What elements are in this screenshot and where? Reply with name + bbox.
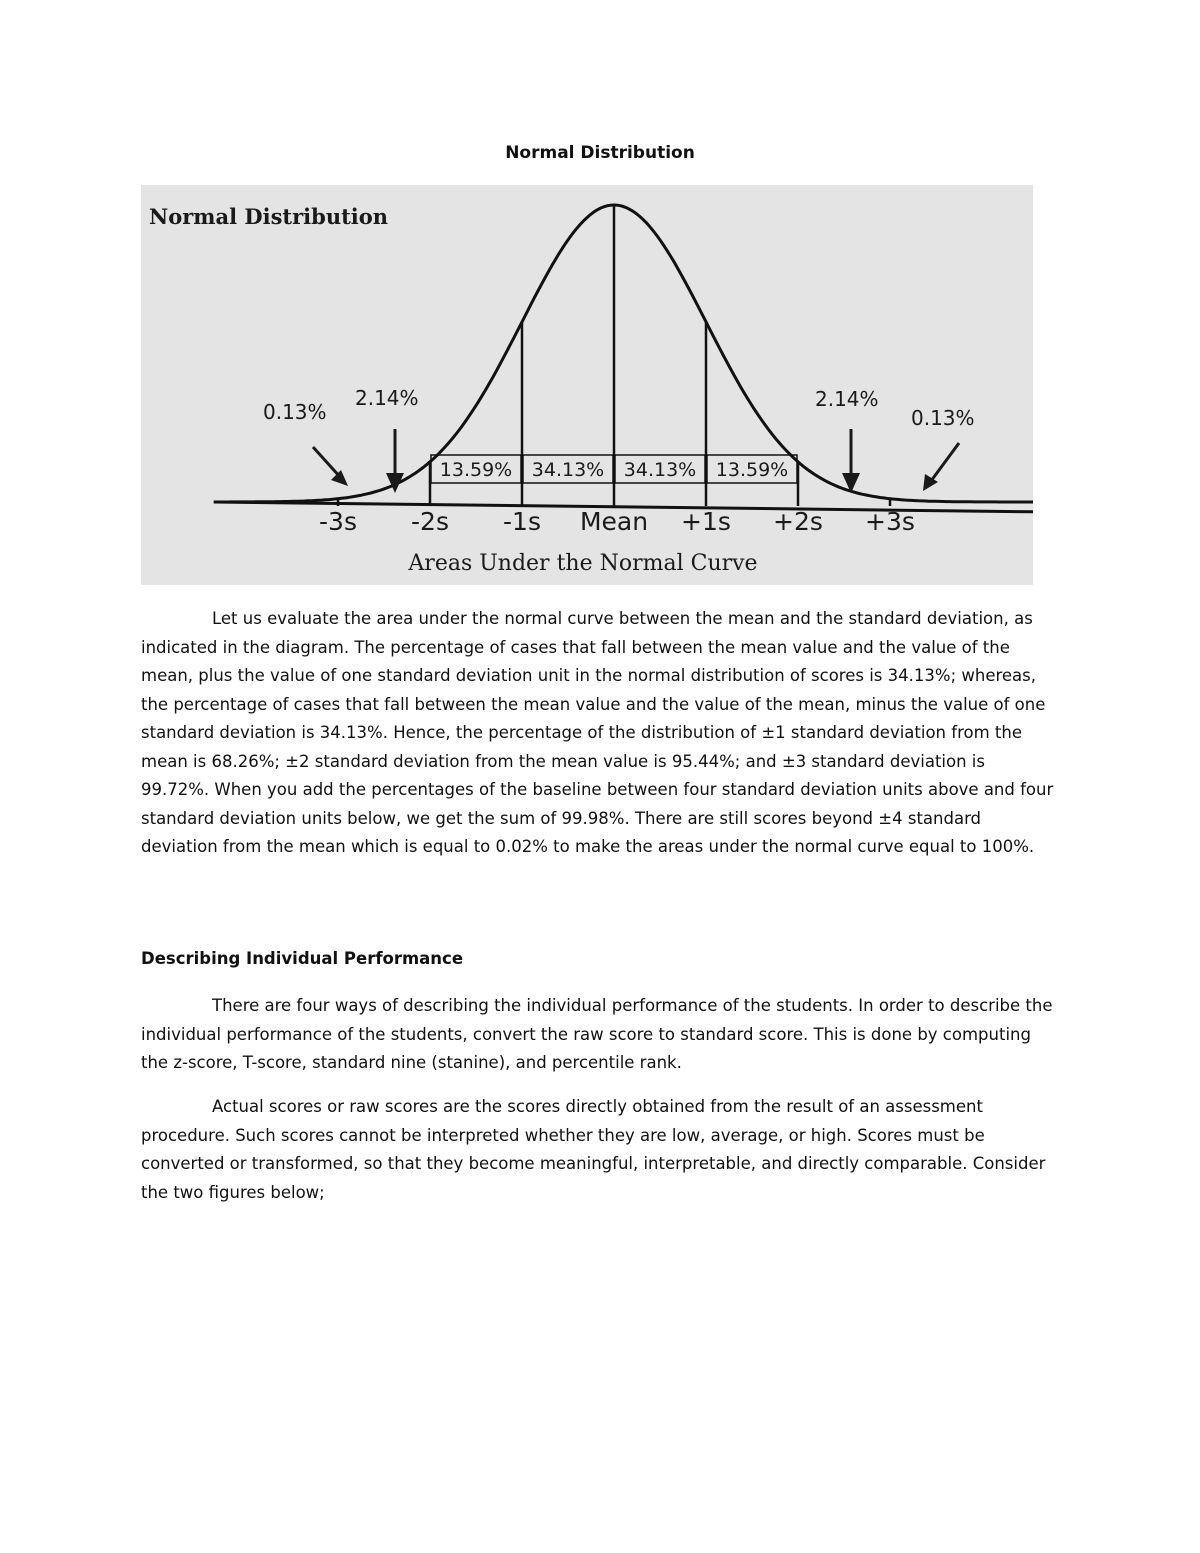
paragraph-raw-scores: Actual scores or raw scores are the scores directly obtained from the result of an assessment procedure. Such scores cannot be interpreted whether they are low, average, or high. Scores must be converted or transformed, so that they become meaningful, interpretable, and directly comparable. Consider the two figures below; xyxy=(141,1097,1046,1202)
band-label-3: 13.59% xyxy=(715,459,789,481)
normal-curve-figure xyxy=(141,185,1033,585)
label-right-inner: 2.14% xyxy=(815,387,879,411)
axis-label-3: Mean xyxy=(579,507,649,536)
label-left-inner: 2.14% xyxy=(355,386,419,410)
axis-label-0: -3s xyxy=(319,507,357,536)
figure-caption: Areas Under the Normal Curve xyxy=(408,551,758,576)
band-label-0: 13.59% xyxy=(439,459,513,481)
label-right-outer: 0.13% xyxy=(911,406,975,430)
label-left-outer: 0.13% xyxy=(263,400,327,424)
axis-label-1: -2s xyxy=(411,507,449,536)
axis-label-2: -1s xyxy=(503,507,541,536)
page-heading: Normal Distribution xyxy=(505,143,695,163)
normal-curve-chart xyxy=(141,185,1033,585)
band-label-1: 34.13% xyxy=(531,459,605,481)
figure-title: Normal Distribution xyxy=(149,204,389,229)
paragraph-individual-performance: There are four ways of describing the individual performance of the students. In order to describe the individual performance of the students, convert the raw score to standard score. This is done by computing the z-score, T-score, standard nine (stanine), and percentile rank. xyxy=(141,996,1053,1072)
arrow-left-outer-head xyxy=(331,470,348,486)
band-label-2: 34.13% xyxy=(623,459,697,481)
paragraph-areas-under-curve: Let us evaluate the area under the normal curve between the mean and the standard deviation, as indicated in the diagram. The percentage of cases that fall between the mean value and the value of the mean, plus the value of one standard deviation unit in the normal distribution of scores is 34.13%; whereas, the percentage of cases that fall between the mean value and the value of the mean, minus the value of one standard deviation is 34.13%. Hence, the percentage of the distribution of ±1 standard deviation from the mean is 68.26%; ±2 standard deviation from the mean value is 95.44%; and ±3 standard deviation is 99.72%. When you add the percentages of the baseline between four standard deviation units above and four standard deviation units below, we get the sum of 99.98%. There are still scores beyond ±4 standard deviation from the mean which is equal to 0.02% to make the areas under the normal curve equal to 100%. xyxy=(141,609,1054,856)
section-heading: Describing Individual Performance xyxy=(141,949,464,968)
arrow-right-outer xyxy=(931,443,959,481)
axis-label-6: +3s xyxy=(865,507,915,536)
axis-label-5: +2s xyxy=(773,507,823,536)
arrow-left-outer xyxy=(313,447,341,478)
normal-curve-line xyxy=(214,205,1033,502)
axis-label-4: +1s xyxy=(681,507,731,536)
